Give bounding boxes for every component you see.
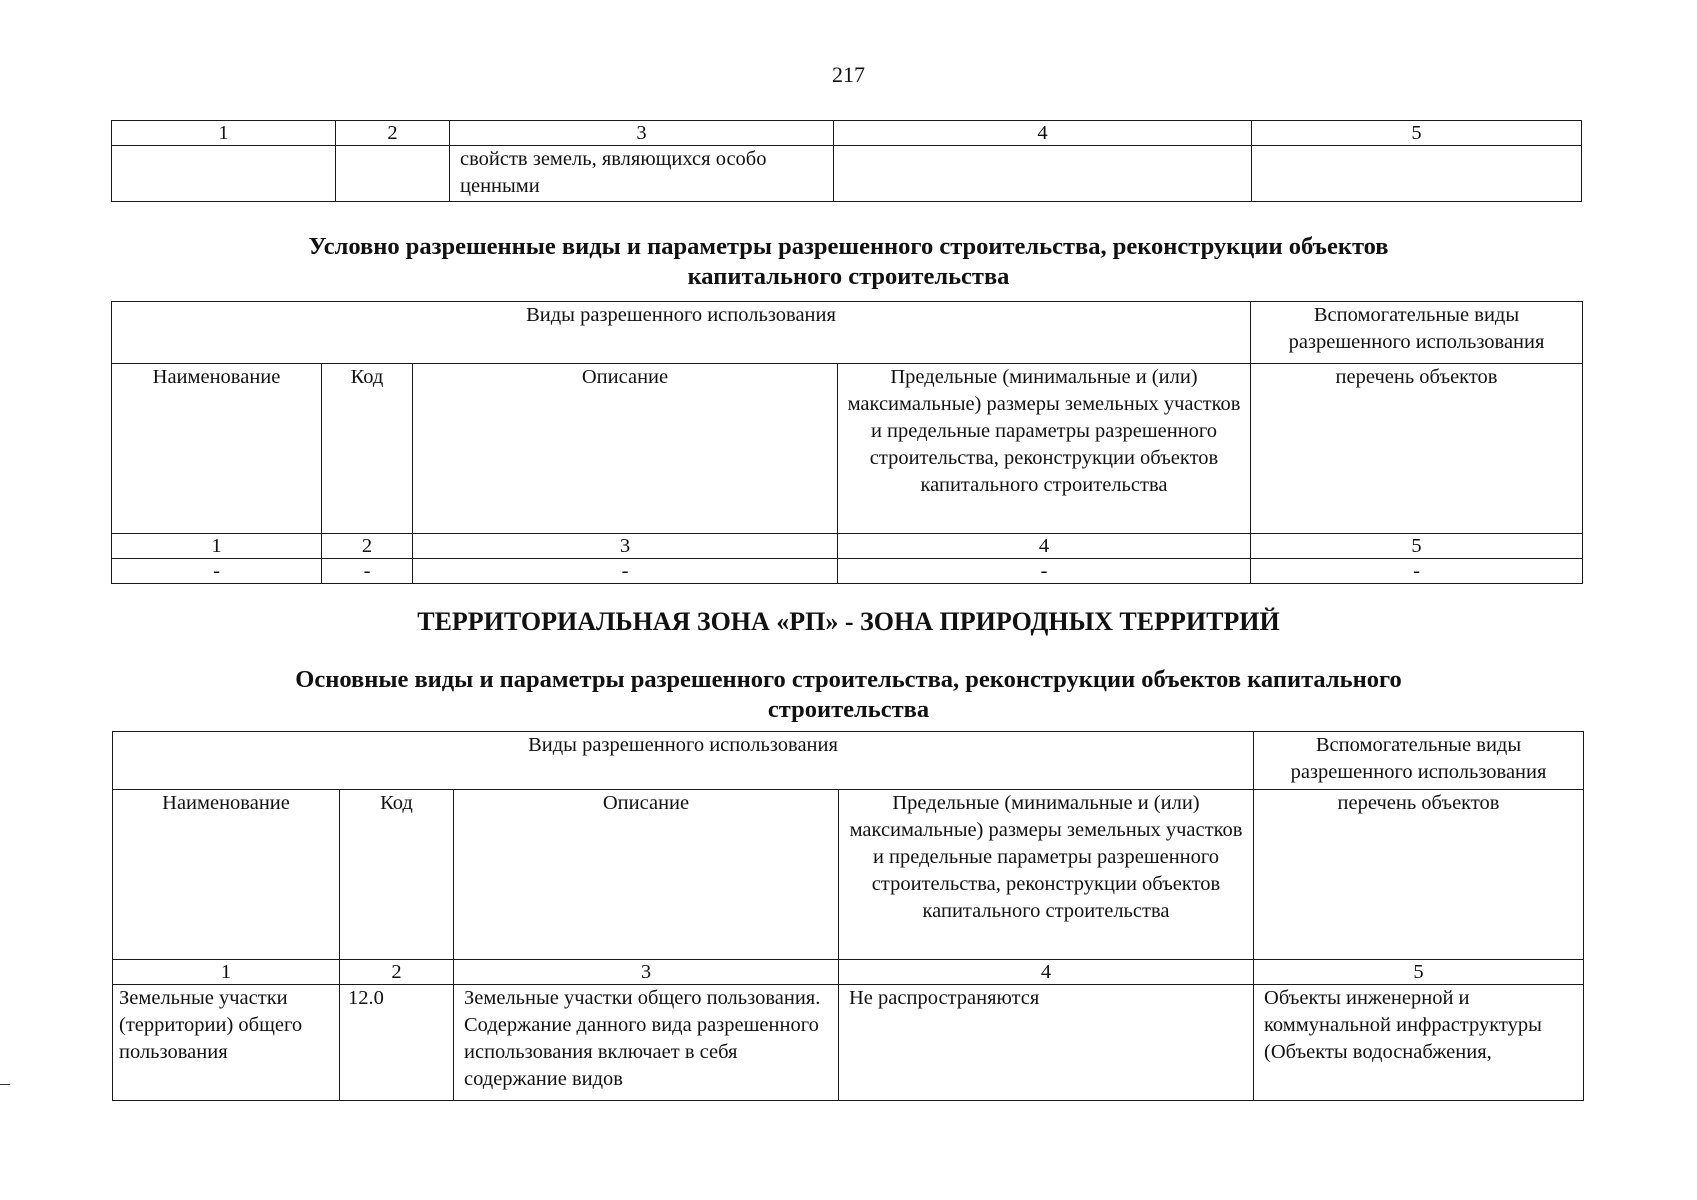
- table-cell: [336, 146, 450, 202]
- header-description: Описание: [413, 364, 838, 534]
- column-number: 2: [340, 960, 454, 985]
- conditional-use-table: [111, 301, 1583, 584]
- zone-title: ТЕРРИТОРИАЛЬНАЯ ЗОНА «РП» - ЗОНА ПРИРОДНЫХ ТЕРРИТРИЙ: [417, 607, 1280, 636]
- page-number: 217: [832, 62, 865, 87]
- table-cell: [834, 146, 1252, 202]
- column-header-row: [112, 364, 1583, 534]
- heading-line: Условно разрешенные виды и параметры разрешенного строительства, реконструкции объектов: [308, 233, 1389, 260]
- table-cell: -: [322, 559, 413, 584]
- header-description: Описание: [454, 790, 839, 960]
- table-cell: -: [413, 559, 838, 584]
- header-limits: Предельные (минимальные и (или) максимальные) размеры земельных участков и предельные параметры разрешенного строительства, реконструкции объектов капитального строительства: [838, 364, 1251, 534]
- group-header-row: [112, 302, 1583, 364]
- table-cell: -: [1251, 559, 1583, 584]
- column-number: 3: [454, 960, 839, 985]
- aux-header: Вспомогательные виды разрешенного использования: [1251, 302, 1583, 364]
- table-cell: [1252, 146, 1582, 202]
- table-cell: -: [838, 559, 1251, 584]
- table-cell-limits: Не распространяются: [839, 985, 1254, 1101]
- header-code: Код: [340, 790, 454, 960]
- section-heading-main: [0, 665, 1697, 725]
- column-number-row: [112, 121, 1582, 146]
- column-number: 1: [113, 960, 340, 985]
- column-number: 4: [834, 121, 1252, 146]
- column-number: 4: [839, 960, 1254, 985]
- heading-line: капитального строительства: [687, 263, 1010, 290]
- column-number: 1: [112, 534, 322, 559]
- column-number: 2: [322, 534, 413, 559]
- column-number: 5: [1254, 960, 1584, 985]
- header-code: Код: [322, 364, 413, 534]
- table-row: [113, 985, 1584, 1101]
- margin-dash: –: [0, 1072, 10, 1094]
- group-header: Виды разрешенного использования: [112, 302, 1251, 364]
- column-number: 5: [1251, 534, 1583, 559]
- column-number: 2: [336, 121, 450, 146]
- group-header-row: [113, 732, 1584, 790]
- table-cell-description: Земельные участки общего пользования. Содержание данного вида разрешенного использования включает в себя содержание видов: [454, 985, 839, 1101]
- column-number-row: [112, 534, 1583, 559]
- column-header-row: [113, 790, 1584, 960]
- column-number: 3: [450, 121, 834, 146]
- heading-line: строительства: [767, 696, 930, 723]
- column-number: 3: [413, 534, 838, 559]
- header-name: Наименование: [112, 364, 322, 534]
- table-row: [112, 146, 1582, 202]
- column-number: 4: [838, 534, 1251, 559]
- heading-line: Основные виды и параметры разрешенного строительства, реконструкции объектов капитального: [295, 666, 1402, 693]
- column-number-row: [113, 960, 1584, 985]
- header-objects: перечень объектов: [1251, 364, 1583, 534]
- section-heading-conditional: [0, 232, 1697, 292]
- header-objects: перечень объектов: [1254, 790, 1584, 960]
- continuation-table: [111, 120, 1582, 202]
- main-use-table: [112, 731, 1584, 1101]
- table-cell: [112, 146, 336, 202]
- table-cell: -: [112, 559, 322, 584]
- table-row: [112, 559, 1583, 584]
- aux-header: Вспомогательные виды разрешенного использования: [1254, 732, 1584, 790]
- group-header: Виды разрешенного использования: [113, 732, 1254, 790]
- header-name: Наименование: [113, 790, 340, 960]
- column-number: 1: [112, 121, 336, 146]
- table-cell: свойств земель, являющихся особо ценными: [450, 146, 834, 202]
- column-number: 5: [1252, 121, 1582, 146]
- table-cell-objects: Объекты инженерной и коммунальной инфраструктуры (Объекты водоснабжения,: [1254, 985, 1584, 1101]
- table-cell-code: 12.0: [340, 985, 454, 1101]
- header-limits: Предельные (минимальные и (или) максимальные) размеры земельных участков и предельные параметры разрешенного строительства, реконструкции объектов капитального строительства: [839, 790, 1254, 960]
- table-cell-name: Земельные участки (территории) общего пользования: [113, 985, 340, 1101]
